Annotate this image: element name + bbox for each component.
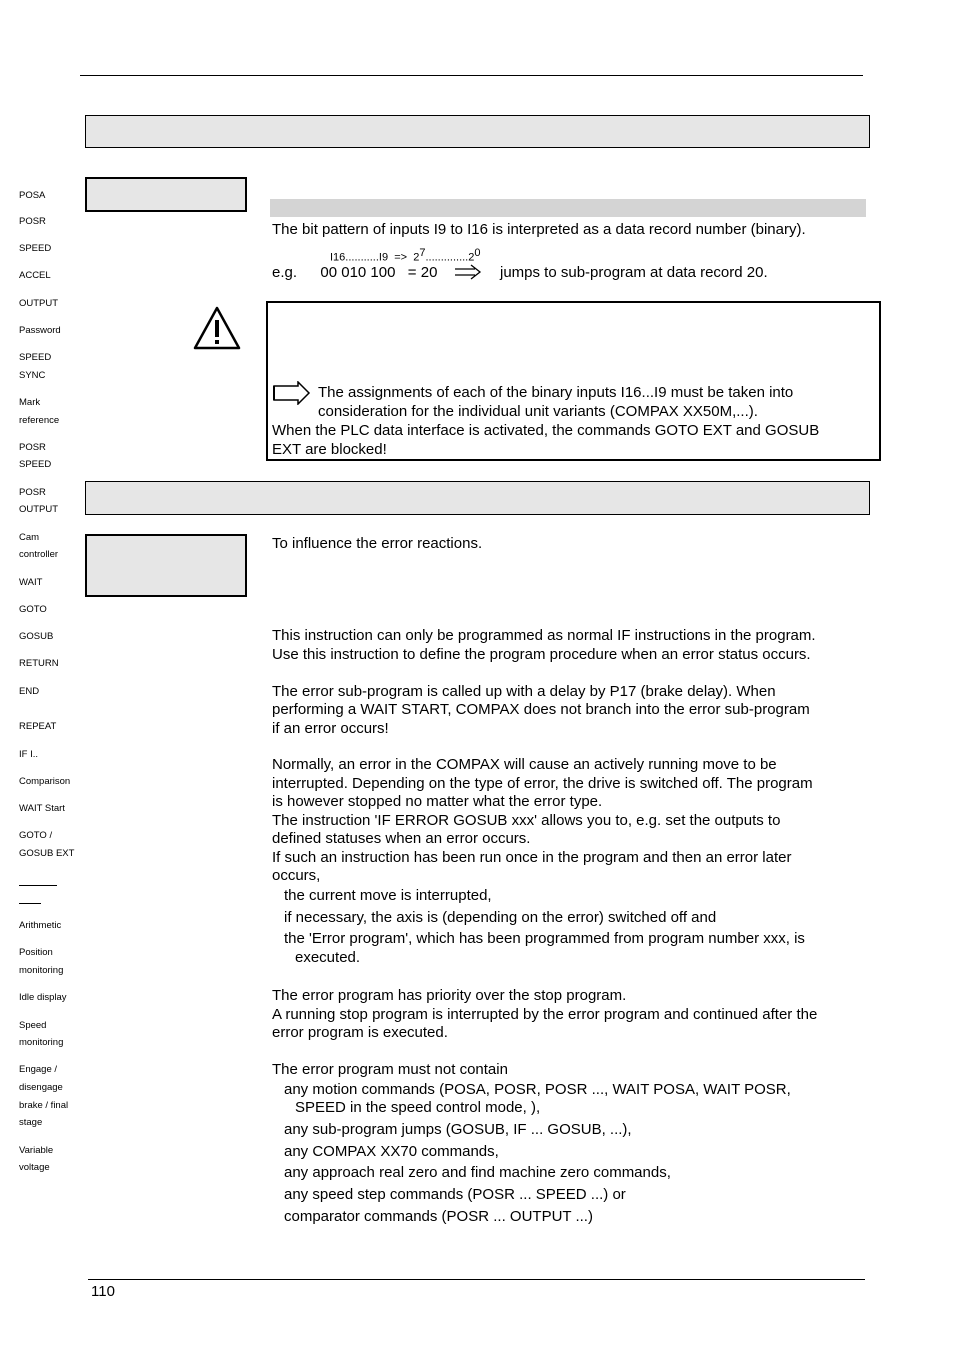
paragraph-line: Use this instruction to define the program procedure when an error status occurs. [272,646,811,663]
sidebar-item[interactable]: GOTO [19,604,47,615]
paragraph-line: The instruction 'IF ERROR GOSUB xxx' allows you to, e.g. set the outputs to [272,812,781,829]
list-item: the current move is interrupted, [284,887,492,904]
sidebar-item[interactable]: Position [19,947,53,958]
example-line [272,264,437,282]
example-value: 00 010 100 [320,264,396,281]
sidebar-item[interactable]: WAIT Start [19,803,65,814]
section-heading-bar [85,115,870,148]
warning-line-1: The assignments of each of the binary inputs I16...I9 must be taken into [318,384,794,401]
purpose-text: To influence the error reactions. [272,535,483,552]
paragraph-line: The error program has priority over the stop program. [272,987,627,1004]
sidebar-item[interactable]: disengage [19,1082,63,1093]
sidebar-item[interactable]: monitoring [19,1037,64,1048]
power-high-base: 2 [413,251,420,264]
sidebar-item[interactable]: GOSUB [19,631,54,642]
sidebar-item[interactable]: POSR [19,442,46,453]
paragraph-line: If such an instruction has been run once in the program and then an error later [272,849,792,866]
sidebar-item[interactable]: Mark [19,397,41,408]
sidebar-item[interactable]: controller [19,549,59,560]
sidebar-item[interactable]: ACCEL [19,270,51,281]
sidebar-item[interactable]: monitoring [19,965,64,976]
list-item: any COMPAX XX70 commands, [284,1143,499,1160]
power-dots: .............. [425,251,469,264]
paragraph-line: interrupted. Depending on the type of error, the drive is switched off. The program [272,775,813,792]
sidebar-item[interactable]: OUTPUT [19,504,59,515]
list-item: comparator commands (POSR ... OUTPUT ...) [284,1208,593,1225]
list-item: any motion commands (POSA, POSR, POSR ..., WAIT POSA, WAIT POSR, [284,1081,791,1098]
sidebar-item[interactable]: Arithmetic [19,920,62,931]
sidebar-item[interactable]: END [19,686,40,697]
paragraph-line: A running stop program is interrupted by the error program and continued after the [272,1006,818,1023]
example-result: = 20 [407,264,438,281]
note-arrow-icon [272,381,312,405]
sidebar-item[interactable]: Speed [19,1020,47,1031]
paragraph-line: The error program must not contain [272,1061,508,1078]
paragraph-line: if an error occurs! [272,720,389,737]
power-low-base: 2 [468,251,475,264]
list-item-continuation: executed. [295,949,361,966]
warning-line-2: consideration for the individual unit variants (COMPAX XX50M,...). [318,403,758,420]
sidebar-item[interactable]: Comparison [19,776,71,787]
sidebar-item[interactable]: Cam [19,532,40,543]
sidebar-item[interactable]: POSR [19,216,46,227]
list-item-continuation: SPEED in the speed control mode, ), [295,1099,541,1116]
sidebar-item[interactable]: SYNC [19,370,46,381]
sidebar-item[interactable]: SPEED [19,459,52,470]
implies-arrow-icon [453,262,483,282]
sidebar-marker-line [19,903,41,904]
sidebar-item[interactable]: Engage / [19,1064,58,1075]
sidebar-item[interactable]: WAIT [19,577,43,588]
example-description: jumps to sub-program at data record 20. [500,264,768,281]
sidebar-item[interactable]: voltage [19,1162,50,1173]
sidebar-item[interactable]: SPEED [19,243,52,254]
paragraph-line: This instruction can only be programmed as normal IF instructions in the program. [272,627,816,644]
footer-rule [88,1279,865,1280]
sidebar-item[interactable]: GOSUB EXT [19,848,75,859]
bit-range: I16...........I9 [330,251,389,264]
section-heading-bar [85,481,870,515]
paragraph-line: The error sub-program is called up with a delay by P17 (brake delay). When [272,683,776,700]
sidebar-item[interactable]: reference [19,415,60,426]
list-item: the 'Error program', which has been programmed from program number xxx, is [284,930,805,947]
sidebar-item[interactable]: Variable [19,1145,54,1156]
formula-arrow: => [394,251,408,264]
list-item: any speed step commands (POSR ... SPEED ...) or [284,1186,626,1203]
sidebar-item[interactable]: OUTPUT [19,298,59,309]
paragraph-line: performing a WAIT START, COMPAX does not branch into the error sub-program [272,701,810,718]
sidebar-marker-line [19,885,57,886]
intro-text: The bit pattern of inputs I9 to I16 is interpreted as a data record number (binary). [272,221,806,238]
warning-line-4: EXT are blocked! [272,441,387,458]
paragraph-line: error program is executed. [272,1024,448,1041]
sidebar-item[interactable]: REPEAT [19,721,57,732]
list-item: any approach real zero and find machine zero commands, [284,1164,671,1181]
header-rule [80,75,863,76]
sidebar-item[interactable]: RETURN [19,658,59,669]
sidebar-item[interactable]: SPEED [19,352,52,363]
example-label: e.g. [272,264,298,281]
paragraph-line: is however stopped no matter what the error type. [272,793,603,810]
sidebar [0,0,80,1351]
paragraph-line: defined statuses when an error occurs. [272,830,531,847]
subheading-bar [270,199,866,217]
list-item: if necessary, the axis is (depending on the error) switched off and [284,909,717,926]
paragraph-line: occurs, [272,867,321,884]
warning-icon [192,305,242,351]
sidebar-item[interactable]: Idle display [19,992,67,1003]
power-high-exp: 7 [419,247,426,259]
sidebar-item[interactable]: POSA [19,190,46,201]
sidebar-item[interactable]: Password [19,325,61,336]
sidebar-item[interactable]: stage [19,1117,43,1128]
command-label-box [85,177,247,212]
sidebar-item[interactable]: GOTO / [19,830,53,841]
paragraph-line: Normally, an error in the COMPAX will cause an actively running move to be [272,756,777,773]
command-label-box [85,534,247,597]
list-item: any sub-program jumps (GOSUB, IF ... GOSUB, ...), [284,1121,632,1138]
page-number: 110 [91,1283,115,1300]
sidebar-item[interactable]: POSR [19,487,46,498]
sidebar-item[interactable]: brake / final [19,1100,69,1111]
warning-line-3: When the PLC data interface is activated, the commands GOTO EXT and GOSUB [272,422,820,439]
power-low-exp: 0 [474,247,481,259]
sidebar-item[interactable]: IF I.. [19,749,38,760]
